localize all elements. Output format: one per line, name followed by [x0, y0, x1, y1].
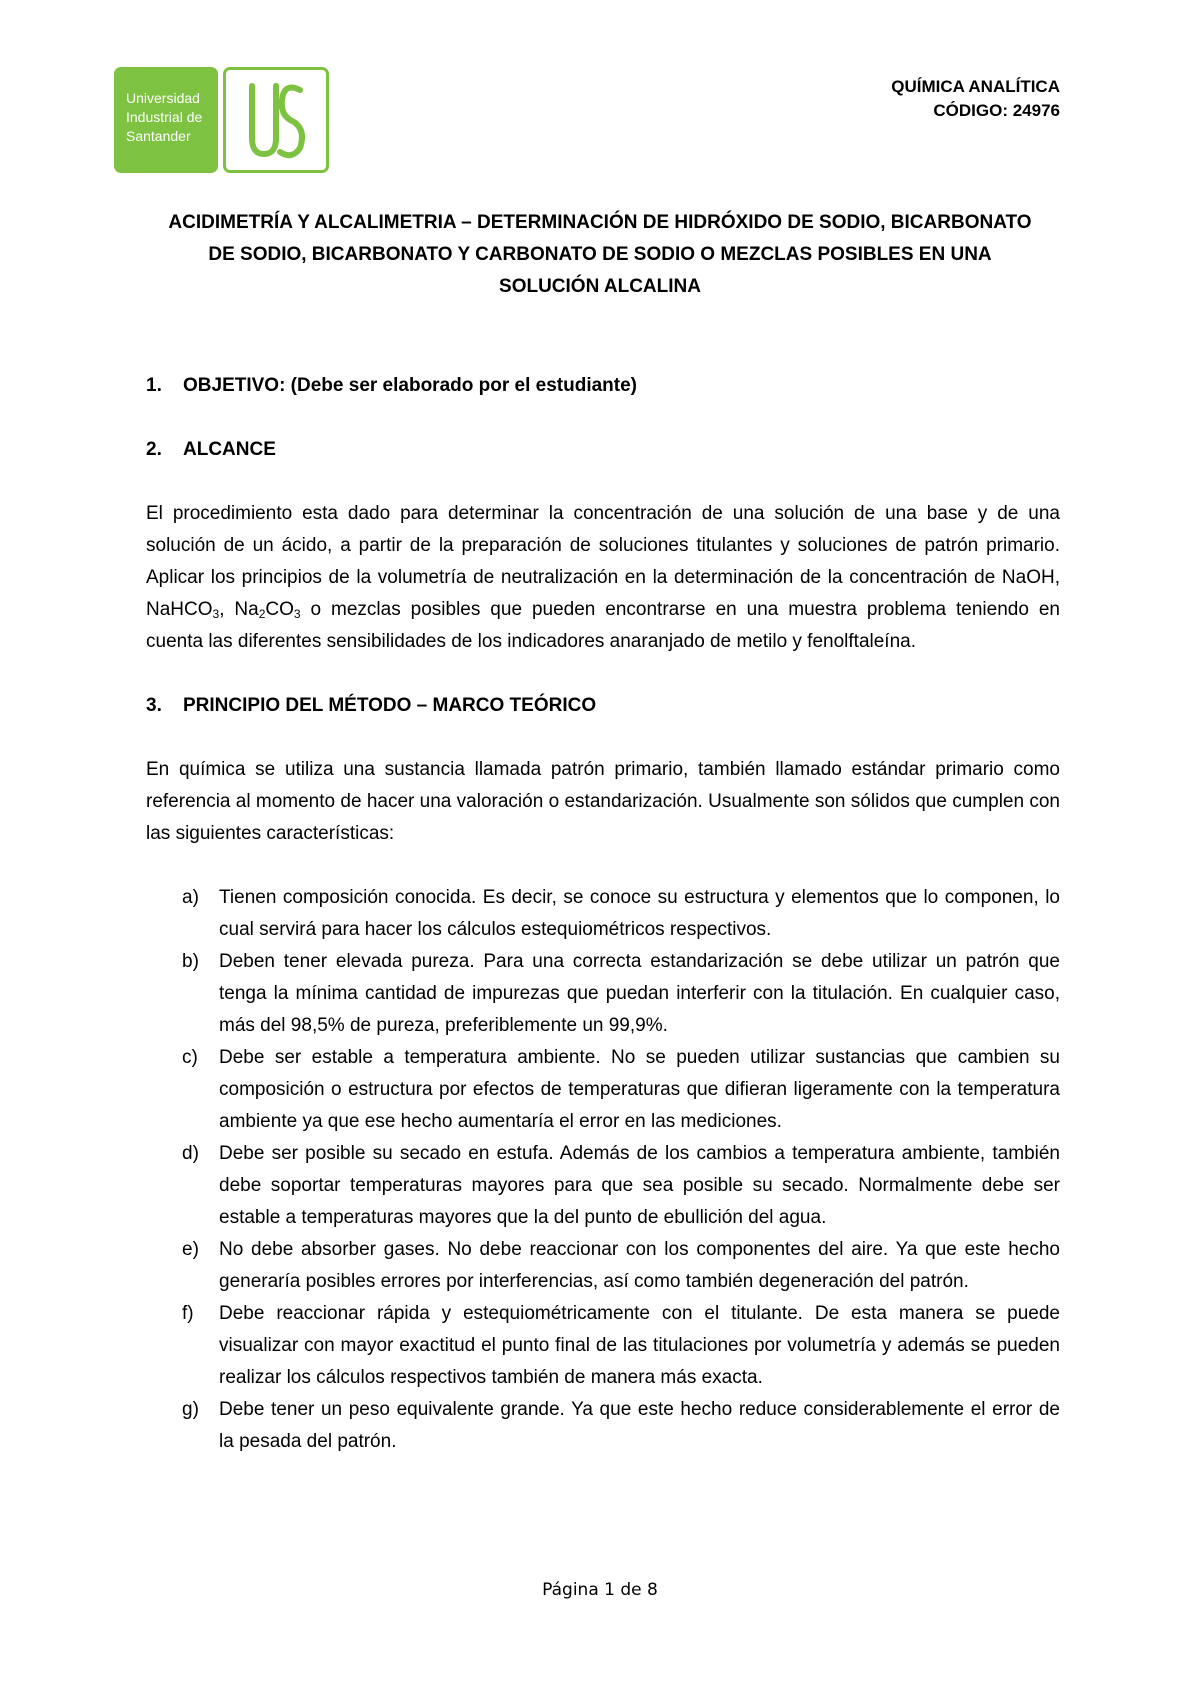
list-marker: g): [182, 1399, 199, 1420]
list-item: [146, 1042, 1060, 1138]
course-code: CÓDIGO: 24976: [933, 101, 1060, 120]
alcance-paragraph: [146, 498, 1060, 658]
section-heading-principio: [146, 690, 1060, 722]
section-title: ALCANCE: [183, 439, 276, 460]
list-item-text: Debe tener un peso equivalente grande. Ya que este hecho reduce considerablemente el error de la pesada del patrón.: [219, 1399, 1060, 1452]
document-title: [140, 207, 1060, 303]
document-header: [891, 75, 1060, 123]
logo-text-line: Universidad: [126, 90, 200, 106]
section-heading-objetivo: [146, 370, 1060, 402]
list-item: [146, 882, 1060, 946]
logo-text-line: Industrial de: [126, 109, 203, 125]
list-item-text: Deben tener elevada pureza. Para una correcta estandarización se debe utilizar un patrón que tenga la mínima cantidad de impurezas que puedan interferir con la titulación. En cualquier caso, más del 98,5% de pureza, preferiblemente un 99,9%.: [219, 951, 1060, 1036]
section-number: 2.: [146, 439, 162, 460]
list-item: [146, 1234, 1060, 1298]
section-number: 3.: [146, 695, 162, 716]
paragraph-text: , Na: [219, 599, 259, 620]
paragraph-text: o mezclas posibles que pueden encontrarse en una muestra problema teniendo en cuenta las diferentes sensibilidades de los indicadores anaranjado de metilo y fenolftaleína.: [146, 599, 1060, 652]
list-marker: a): [182, 887, 199, 908]
list-item-text: Debe ser estable a temperatura ambiente. No se pueden utilizar sustancias que cambien su composición o estructura por efectos de temperaturas que difieran ligeramente con la temperatura ambiente ya que ese hecho aumentaría el error en las mediciones.: [219, 1047, 1060, 1132]
list-item-text: No debe absorber gases. No debe reaccionar con los componentes del aire. Ya que este hecho generaría posibles errores por interferencias, así como también degeneración del patrón.: [219, 1239, 1060, 1292]
section-number: 1.: [146, 375, 162, 396]
list-item: [146, 946, 1060, 1042]
list-marker: b): [182, 951, 199, 972]
title-line: ACIDIMETRÍA Y ALCALIMETRIA – DETERMINACIÓN DE HIDRÓXIDO DE SODIO, BICARBONATO: [168, 212, 1032, 233]
page-number: Página 1 de 8: [542, 1580, 658, 1600]
list-item-text: Debe ser posible su secado en estufa. Además de los cambios a temperatura ambiente, también debe soportar temperaturas mayores para que sea posible su secado. Normalmente debe ser estable a temperaturas mayores que la del punto de ebullición del agua.: [219, 1143, 1060, 1228]
characteristics-list: [146, 882, 1060, 1458]
principio-intro-paragraph: En química se utiliza una sustancia llamada patrón primario, también llamado estándar primario como referencia al momento de hacer una valoración o estandarización. Usualmente son sólidos que cumplen con las siguientes características:: [146, 759, 1060, 844]
uis-mark-graphic: [244, 76, 308, 164]
uis-mark-icon: [223, 67, 329, 173]
paragraph-text: CO: [265, 599, 294, 620]
section-title: OBJETIVO: (Debe ser elaborado por el estudiante): [183, 375, 637, 396]
title-line: SOLUCIÓN ALCALINA: [499, 276, 701, 297]
course-name: QUÍMICA ANALÍTICA: [891, 77, 1060, 96]
list-marker: e): [182, 1239, 199, 1260]
list-item: [146, 1138, 1060, 1234]
subscript: 2: [258, 607, 266, 621]
logo-text-line: Santander: [126, 128, 191, 144]
paragraph-text: El procedimiento esta dado para determinar la concentración de una solución de una base y de una solución de un ácido, a partir de la preparación de soluciones titulantes y soluciones de patrón primario. Aplicar los principios de la volumetría de neutralización en la determinación de la concentración de NaOH, NaHCO: [146, 503, 1060, 620]
subscript: 3: [212, 607, 220, 621]
list-marker: d): [182, 1143, 199, 1164]
list-item-text: Debe reaccionar rápida y estequiométricamente con el titulante. De esta manera se puede visualizar con mayor exactitud el punto final de las titulaciones por volumetría y además se pueden realizar los cálculos respectivos también de manera más exacta.: [219, 1303, 1060, 1388]
section-title: PRINCIPIO DEL MÉTODO – MARCO TEÓRICO: [183, 695, 597, 716]
list-marker: c): [182, 1047, 198, 1068]
section-heading-alcance: [146, 434, 1060, 466]
list-item: [146, 1394, 1060, 1458]
list-marker: f): [182, 1303, 194, 1324]
subscript: 3: [293, 607, 301, 621]
list-item-text: Tienen composición conocida. Es decir, se conoce su estructura y elementos que lo componen, lo cual servirá para hacer los cálculos estequiométricos respectivos.: [219, 887, 1060, 940]
document-body: [146, 370, 1060, 1458]
university-logo: [114, 67, 329, 173]
list-item: [146, 1298, 1060, 1394]
title-line: DE SODIO, BICARBONATO Y CARBONATO DE SODIO O MEZCLAS POSIBLES EN UNA: [208, 244, 992, 265]
logo-text-block: [114, 67, 218, 173]
